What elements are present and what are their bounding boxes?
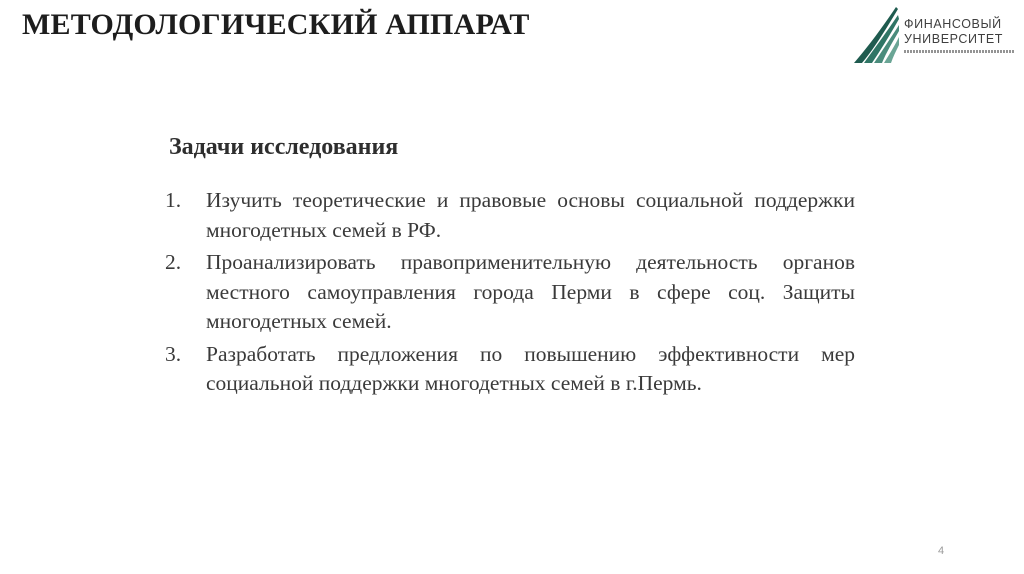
research-tasks-list (165, 186, 855, 402)
list-item-text: Проанализировать правоприменительную деятельность органов местного самоуправления города Перми в сфере соц. Защиты многодетных семей. (206, 250, 855, 333)
logo-fine-print (904, 50, 1014, 53)
list-item (165, 186, 855, 245)
list-item-text: Разработать предложения по повышению эффективности мер социальной поддержки многодетных семей в г.Пермь. (206, 341, 855, 395)
university-logo (852, 5, 1020, 67)
list-item-text: Изучить теоретические и правовые основы социальной поддержки многодетных семей в РФ. (206, 188, 855, 242)
list-item-number: 3. (165, 341, 182, 366)
list-item (165, 340, 855, 399)
logo-text-line1: ФИНАНСОВЫЙ (904, 17, 1002, 31)
list-item (165, 248, 855, 337)
list-item-number: 1. (165, 188, 182, 212)
university-logo-icon (852, 5, 902, 65)
logo-text-line2: УНИВЕРСИТЕТ (904, 32, 1004, 46)
page-number: 4 (938, 545, 945, 557)
section-subtitle: Задачи исследования (169, 134, 399, 160)
slide-title: МЕТОДОЛОГИЧЕСКИЙ АППАРАТ (22, 8, 530, 41)
list-item-number: 2. (165, 250, 182, 274)
